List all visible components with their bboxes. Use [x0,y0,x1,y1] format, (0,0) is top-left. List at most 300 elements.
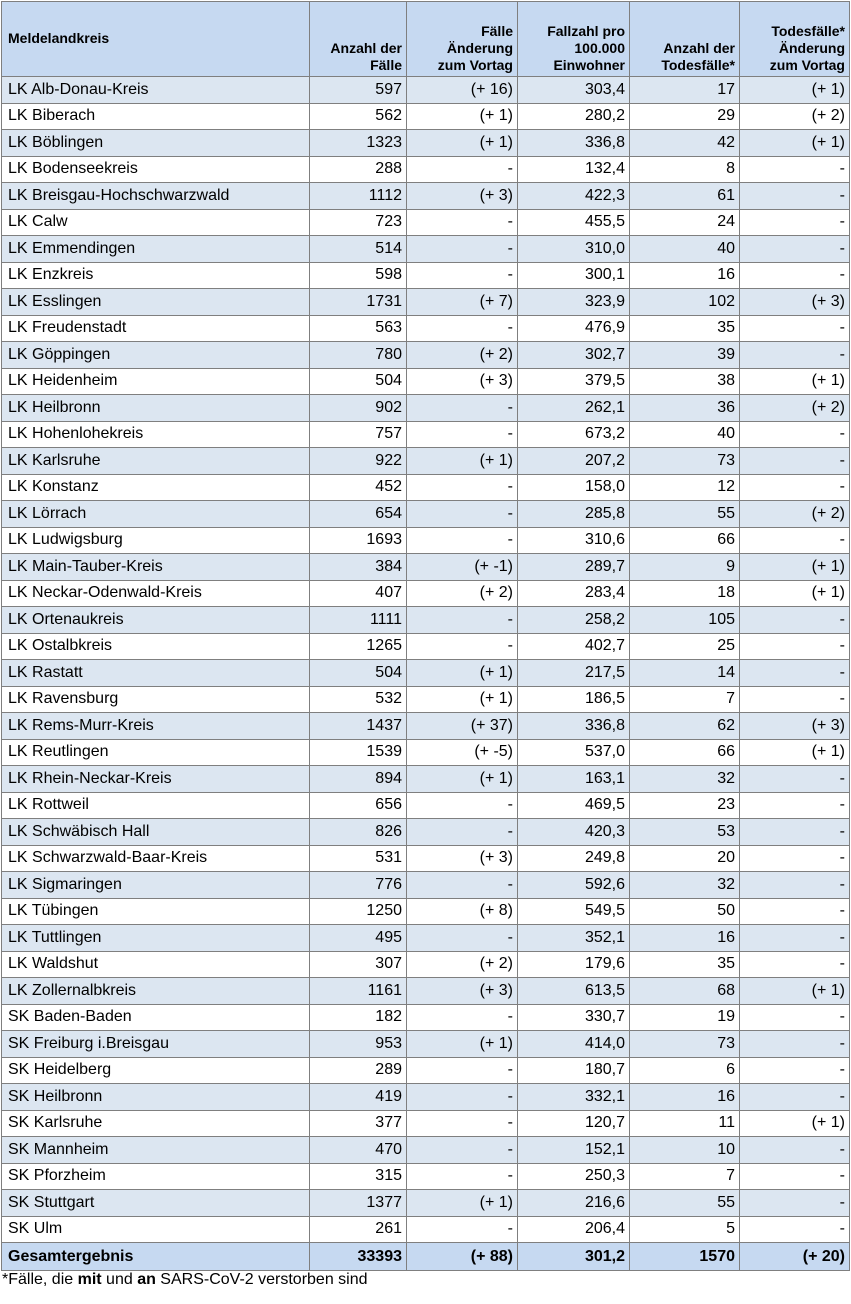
cell-meldelandkreis: LK Heidenheim [2,368,310,395]
cell-anzahl-faelle: 532 [310,686,407,713]
cell-fallzahl-pro-100000: 120,7 [518,1110,630,1137]
cell-anzahl-faelle: 315 [310,1163,407,1190]
cell-todesfaelle-aenderung: (+ 2) [740,395,850,422]
footnote-part3: SARS-CoV-2 verstorben sind [155,1271,368,1288]
cell-anzahl-todesfaelle: 35 [630,315,740,342]
cell-anzahl-todesfaelle: 18 [630,580,740,607]
cell-fallzahl-pro-100000: 455,5 [518,209,630,236]
cell-faelle-aenderung: (+ 7) [407,289,518,316]
cell-meldelandkreis: LK Biberach [2,103,310,130]
table-row [2,448,850,475]
cell-faelle-aenderung: (+ 1) [407,1031,518,1058]
cell-anzahl-todesfaelle: 102 [630,289,740,316]
cell-fallzahl-pro-100000: 180,7 [518,1057,630,1084]
header-anzahl-todesfaelle [630,2,740,77]
cell-anzahl-faelle: 776 [310,872,407,899]
cell-todesfaelle-aenderung: (+ 1) [740,77,850,104]
table-row [2,713,850,740]
table-row [2,1110,850,1137]
cell-meldelandkreis: LK Ravensburg [2,686,310,713]
cell-anzahl-faelle: 1265 [310,633,407,660]
cell-faelle-aenderung: - [407,872,518,899]
cell-anzahl-todesfaelle: 35 [630,951,740,978]
cell-anzahl-todesfaelle: 19 [630,1004,740,1031]
cell-todesfaelle-aenderung: - [740,660,850,687]
cell-anzahl-faelle: 826 [310,819,407,846]
cell-anzahl-faelle: 288 [310,156,407,183]
table-row [2,368,850,395]
table-row [2,607,850,634]
cell-meldelandkreis: LK Bodenseekreis [2,156,310,183]
cell-anzahl-todesfaelle: 6 [630,1057,740,1084]
cell-fallzahl-pro-100000: 289,7 [518,554,630,581]
footnote [2,1271,368,1289]
cell-faelle-aenderung: - [407,792,518,819]
header-line: Fälle [370,57,402,73]
cell-anzahl-todesfaelle: 29 [630,103,740,130]
cell-faelle-aenderung: (+ 3) [407,183,518,210]
cell-anzahl-faelle: 1250 [310,898,407,925]
table-row [2,554,850,581]
cell-fallzahl-pro-100000: 186,5 [518,686,630,713]
table-row [2,633,850,660]
cell-meldelandkreis: LK Alb-Donau-Kreis [2,77,310,104]
cell-meldelandkreis: SK Ulm [2,1216,310,1243]
table-row [2,236,850,263]
cell-anzahl-todesfaelle: 42 [630,130,740,157]
cell-anzahl-todesfaelle: 38 [630,368,740,395]
cell-meldelandkreis: LK Breisgau-Hochschwarzwald [2,183,310,210]
cell-todesfaelle-aenderung: (+ 3) [740,713,850,740]
cell-anzahl-faelle: 723 [310,209,407,236]
table-body [2,77,850,1243]
cell-meldelandkreis: LK Konstanz [2,474,310,501]
cell-faelle-aenderung: - [407,209,518,236]
cell-faelle-aenderung: (+ 1) [407,686,518,713]
cell-todesfaelle-aenderung: (+ 1) [740,1110,850,1137]
cell-anzahl-todesfaelle: 55 [630,501,740,528]
cell-todesfaelle-aenderung: - [740,1190,850,1217]
cell-todesfaelle-aenderung: - [740,448,850,475]
cell-fallzahl-pro-100000: 422,3 [518,183,630,210]
cell-todesfaelle-aenderung: (+ 1) [740,978,850,1005]
cell-faelle-aenderung: (+ -5) [407,739,518,766]
header-line: zum Vortag [769,57,845,73]
cell-anzahl-todesfaelle: 16 [630,262,740,289]
header-faelle-aenderung [407,2,518,77]
cell-faelle-aenderung: - [407,1163,518,1190]
cell-meldelandkreis: SK Karlsruhe [2,1110,310,1137]
cell-todesfaelle-aenderung: - [740,527,850,554]
cell-anzahl-todesfaelle: 53 [630,819,740,846]
cell-anzahl-todesfaelle: 73 [630,1031,740,1058]
cell-anzahl-faelle: 902 [310,395,407,422]
cell-anzahl-todesfaelle: 9 [630,554,740,581]
total-fallzahl-pro-100000: 301,2 [518,1243,630,1271]
cell-todesfaelle-aenderung: - [740,898,850,925]
cell-todesfaelle-aenderung: - [740,421,850,448]
cell-anzahl-todesfaelle: 50 [630,898,740,925]
cell-faelle-aenderung: - [407,236,518,263]
cell-meldelandkreis: LK Freudenstadt [2,315,310,342]
table-row [2,77,850,104]
cell-meldelandkreis: LK Reutlingen [2,739,310,766]
cell-anzahl-faelle: 470 [310,1137,407,1164]
cell-todesfaelle-aenderung: - [740,872,850,899]
cell-anzahl-todesfaelle: 73 [630,448,740,475]
cell-anzahl-faelle: 495 [310,925,407,952]
total-anzahl-todesfaelle: 1570 [630,1243,740,1271]
table-row [2,395,850,422]
table-row [2,1057,850,1084]
header-todesfaelle-aenderung [740,2,850,77]
cell-meldelandkreis: LK Ludwigsburg [2,527,310,554]
cell-anzahl-faelle: 182 [310,1004,407,1031]
header-fallzahl-pro-100000 [518,2,630,77]
table-row [2,660,850,687]
cell-fallzahl-pro-100000: 330,7 [518,1004,630,1031]
cell-meldelandkreis: LK Rottweil [2,792,310,819]
total-faelle-aenderung: (+ 88) [407,1243,518,1271]
cell-anzahl-faelle: 452 [310,474,407,501]
table-row [2,1190,850,1217]
cell-anzahl-faelle: 780 [310,342,407,369]
table-row [2,156,850,183]
cell-todesfaelle-aenderung: - [740,633,850,660]
cell-fallzahl-pro-100000: 249,8 [518,845,630,872]
header-line: Fallzahl pro [547,23,625,39]
cell-todesfaelle-aenderung: (+ 1) [740,368,850,395]
header-line: Anzahl der [330,40,402,56]
cell-meldelandkreis: LK Tuttlingen [2,925,310,952]
cell-todesfaelle-aenderung: - [740,1084,850,1111]
cell-todesfaelle-aenderung: - [740,686,850,713]
cell-faelle-aenderung: - [407,421,518,448]
cell-meldelandkreis: SK Freiburg i.Breisgau [2,1031,310,1058]
table-row [2,1137,850,1164]
table-row [2,183,850,210]
cell-todesfaelle-aenderung: - [740,1004,850,1031]
cell-fallzahl-pro-100000: 673,2 [518,421,630,448]
table-row [2,342,850,369]
cell-faelle-aenderung: (+ 2) [407,342,518,369]
table-row [2,1031,850,1058]
cell-anzahl-faelle: 504 [310,660,407,687]
cell-fallzahl-pro-100000: 207,2 [518,448,630,475]
table-row [2,130,850,157]
cell-anzahl-todesfaelle: 32 [630,766,740,793]
footnote-mit: mit [77,1271,102,1288]
table-row [2,580,850,607]
cell-todesfaelle-aenderung: - [740,156,850,183]
cell-anzahl-faelle: 1377 [310,1190,407,1217]
cell-meldelandkreis: LK Karlsruhe [2,448,310,475]
cell-faelle-aenderung: - [407,1137,518,1164]
cell-faelle-aenderung: - [407,1004,518,1031]
footnote-part1: *Fälle, die [2,1271,78,1288]
cell-faelle-aenderung: (+ 1) [407,448,518,475]
table-row [2,739,850,766]
cell-anzahl-todesfaelle: 16 [630,1084,740,1111]
cell-todesfaelle-aenderung: - [740,183,850,210]
cell-faelle-aenderung: (+ 16) [407,77,518,104]
cell-anzahl-todesfaelle: 105 [630,607,740,634]
table-row [2,845,850,872]
cell-faelle-aenderung: (+ 2) [407,951,518,978]
cell-anzahl-faelle: 953 [310,1031,407,1058]
table-row [2,262,850,289]
cell-anzahl-faelle: 261 [310,1216,407,1243]
cell-todesfaelle-aenderung: - [740,845,850,872]
cell-todesfaelle-aenderung: - [740,925,850,952]
cell-todesfaelle-aenderung: (+ 3) [740,289,850,316]
cell-meldelandkreis: SK Heilbronn [2,1084,310,1111]
table-row [2,951,850,978]
cell-meldelandkreis: LK Göppingen [2,342,310,369]
cell-faelle-aenderung: - [407,315,518,342]
cell-anzahl-faelle: 307 [310,951,407,978]
total-anzahl-faelle: 33393 [310,1243,407,1271]
cell-anzahl-todesfaelle: 40 [630,421,740,448]
cell-meldelandkreis: LK Zollernalbkreis [2,978,310,1005]
cell-faelle-aenderung: (+ 37) [407,713,518,740]
cell-fallzahl-pro-100000: 323,9 [518,289,630,316]
cell-anzahl-faelle: 654 [310,501,407,528]
cell-anzahl-todesfaelle: 11 [630,1110,740,1137]
cell-anzahl-todesfaelle: 20 [630,845,740,872]
cell-anzahl-todesfaelle: 39 [630,342,740,369]
cell-todesfaelle-aenderung: - [740,792,850,819]
cell-faelle-aenderung: (+ 1) [407,1190,518,1217]
table-header [2,2,850,77]
cell-fallzahl-pro-100000: 163,1 [518,766,630,793]
cell-anzahl-todesfaelle: 36 [630,395,740,422]
cell-meldelandkreis: LK Böblingen [2,130,310,157]
cell-fallzahl-pro-100000: 414,0 [518,1031,630,1058]
cell-fallzahl-pro-100000: 332,1 [518,1084,630,1111]
cell-faelle-aenderung: - [407,1084,518,1111]
cell-anzahl-faelle: 419 [310,1084,407,1111]
cell-anzahl-todesfaelle: 55 [630,1190,740,1217]
cell-faelle-aenderung: - [407,1110,518,1137]
cell-anzahl-faelle: 563 [310,315,407,342]
cell-fallzahl-pro-100000: 262,1 [518,395,630,422]
cell-anzahl-todesfaelle: 61 [630,183,740,210]
cell-fallzahl-pro-100000: 549,5 [518,898,630,925]
cell-anzahl-todesfaelle: 24 [630,209,740,236]
cell-anzahl-faelle: 656 [310,792,407,819]
cell-anzahl-faelle: 1161 [310,978,407,1005]
cell-meldelandkreis: LK Hohenlohekreis [2,421,310,448]
cell-fallzahl-pro-100000: 303,4 [518,77,630,104]
cell-faelle-aenderung: (+ 1) [407,766,518,793]
cell-anzahl-faelle: 1539 [310,739,407,766]
table-row [2,289,850,316]
cell-fallzahl-pro-100000: 420,3 [518,819,630,846]
cell-faelle-aenderung: (+ 3) [407,978,518,1005]
cell-faelle-aenderung: - [407,474,518,501]
cell-faelle-aenderung: (+ 8) [407,898,518,925]
cell-fallzahl-pro-100000: 379,5 [518,368,630,395]
header-row [2,2,850,77]
footnote-an: an [137,1271,156,1288]
cell-fallzahl-pro-100000: 280,2 [518,103,630,130]
cell-anzahl-todesfaelle: 66 [630,527,740,554]
cell-fallzahl-pro-100000: 336,8 [518,130,630,157]
header-line: 100.000 [574,40,625,56]
cell-faelle-aenderung: - [407,262,518,289]
cell-meldelandkreis: LK Rhein-Neckar-Kreis [2,766,310,793]
header-meldelandkreis [2,2,310,77]
cell-faelle-aenderung: - [407,1216,518,1243]
table-row [2,925,850,952]
header-line: zum Vortag [437,57,513,73]
cell-fallzahl-pro-100000: 310,0 [518,236,630,263]
cell-todesfaelle-aenderung: (+ 1) [740,739,850,766]
cell-meldelandkreis: LK Main-Tauber-Kreis [2,554,310,581]
cell-anzahl-todesfaelle: 40 [630,236,740,263]
cell-meldelandkreis: LK Ortenaukreis [2,607,310,634]
header-line: Todesfälle* [661,57,735,73]
header-line: Meldelandkreis [8,29,110,46]
table-row [2,1216,850,1243]
cell-anzahl-faelle: 1111 [310,607,407,634]
cell-anzahl-faelle: 531 [310,845,407,872]
cell-faelle-aenderung: (+ 1) [407,130,518,157]
cell-todesfaelle-aenderung: (+ 2) [740,103,850,130]
cell-todesfaelle-aenderung: (+ 2) [740,501,850,528]
cell-anzahl-todesfaelle: 8 [630,156,740,183]
cell-anzahl-faelle: 597 [310,77,407,104]
cell-anzahl-faelle: 514 [310,236,407,263]
cell-fallzahl-pro-100000: 206,4 [518,1216,630,1243]
cell-meldelandkreis: LK Rastatt [2,660,310,687]
table-row [2,209,850,236]
header-line: Einwohner [553,57,625,73]
cell-fallzahl-pro-100000: 592,6 [518,872,630,899]
cell-todesfaelle-aenderung: - [740,474,850,501]
cell-anzahl-faelle: 922 [310,448,407,475]
cell-anzahl-faelle: 1112 [310,183,407,210]
cell-meldelandkreis: SK Baden-Baden [2,1004,310,1031]
cell-todesfaelle-aenderung: - [740,607,850,634]
table-row [2,474,850,501]
cell-todesfaelle-aenderung: - [740,262,850,289]
cell-anzahl-todesfaelle: 5 [630,1216,740,1243]
total-todesfaelle-aenderung: (+ 20) [740,1243,850,1271]
covid-cases-table [1,1,850,1271]
cell-fallzahl-pro-100000: 285,8 [518,501,630,528]
cell-fallzahl-pro-100000: 283,4 [518,580,630,607]
cell-todesfaelle-aenderung: (+ 1) [740,130,850,157]
cell-anzahl-faelle: 894 [310,766,407,793]
table-row [2,103,850,130]
cell-fallzahl-pro-100000: 258,2 [518,607,630,634]
header-line: Anzahl der [663,40,735,56]
cell-todesfaelle-aenderung: - [740,1031,850,1058]
cell-meldelandkreis: LK Heilbronn [2,395,310,422]
cell-todesfaelle-aenderung: - [740,342,850,369]
cell-meldelandkreis: SK Stuttgart [2,1190,310,1217]
cell-faelle-aenderung: - [407,501,518,528]
cell-fallzahl-pro-100000: 302,7 [518,342,630,369]
cell-anzahl-faelle: 289 [310,1057,407,1084]
total-meldelandkreis: Gesamtergebnis [2,1243,310,1271]
cell-meldelandkreis: LK Schwäbisch Hall [2,819,310,846]
cell-faelle-aenderung: (+ -1) [407,554,518,581]
cell-meldelandkreis: LK Emmendingen [2,236,310,263]
cell-faelle-aenderung: (+ 2) [407,580,518,607]
cell-faelle-aenderung: - [407,395,518,422]
cell-fallzahl-pro-100000: 613,5 [518,978,630,1005]
cell-meldelandkreis: LK Waldshut [2,951,310,978]
cell-faelle-aenderung: (+ 3) [407,368,518,395]
cell-anzahl-faelle: 598 [310,262,407,289]
table-row [2,872,850,899]
table-row [2,686,850,713]
cell-meldelandkreis: LK Lörrach [2,501,310,528]
cell-fallzahl-pro-100000: 152,1 [518,1137,630,1164]
cell-anzahl-todesfaelle: 68 [630,978,740,1005]
table-row [2,1084,850,1111]
cell-fallzahl-pro-100000: 216,6 [518,1190,630,1217]
cell-faelle-aenderung: (+ 1) [407,660,518,687]
cell-fallzahl-pro-100000: 476,9 [518,315,630,342]
cell-anzahl-faelle: 757 [310,421,407,448]
cell-faelle-aenderung: - [407,607,518,634]
cell-todesfaelle-aenderung: - [740,1216,850,1243]
cell-faelle-aenderung: - [407,527,518,554]
cell-meldelandkreis: LK Esslingen [2,289,310,316]
header-anzahl-faelle [310,2,407,77]
cell-todesfaelle-aenderung: (+ 1) [740,554,850,581]
cell-anzahl-todesfaelle: 23 [630,792,740,819]
cell-todesfaelle-aenderung: - [740,209,850,236]
cell-meldelandkreis: LK Enzkreis [2,262,310,289]
cell-anzahl-faelle: 1731 [310,289,407,316]
cell-anzahl-faelle: 1323 [310,130,407,157]
table-row [2,1163,850,1190]
cell-meldelandkreis: LK Ostalbkreis [2,633,310,660]
cell-anzahl-todesfaelle: 14 [630,660,740,687]
cell-fallzahl-pro-100000: 132,4 [518,156,630,183]
table-row [2,792,850,819]
cell-anzahl-faelle: 562 [310,103,407,130]
table-row [2,766,850,793]
cell-fallzahl-pro-100000: 310,6 [518,527,630,554]
cell-todesfaelle-aenderung: - [740,819,850,846]
cell-meldelandkreis: SK Mannheim [2,1137,310,1164]
cell-todesfaelle-aenderung: - [740,1057,850,1084]
cell-anzahl-todesfaelle: 7 [630,1163,740,1190]
cell-faelle-aenderung: - [407,156,518,183]
table-row [2,1004,850,1031]
cell-todesfaelle-aenderung: - [740,1137,850,1164]
cell-anzahl-faelle: 1437 [310,713,407,740]
cell-fallzahl-pro-100000: 217,5 [518,660,630,687]
table-footer [2,1243,850,1271]
cell-anzahl-todesfaelle: 25 [630,633,740,660]
cell-fallzahl-pro-100000: 402,7 [518,633,630,660]
total-row [2,1243,850,1271]
cell-faelle-aenderung: - [407,925,518,952]
cell-fallzahl-pro-100000: 179,6 [518,951,630,978]
cell-anzahl-todesfaelle: 16 [630,925,740,952]
cell-meldelandkreis: LK Sigmaringen [2,872,310,899]
footnote-part2: und [101,1271,138,1288]
cell-fallzahl-pro-100000: 336,8 [518,713,630,740]
cell-fallzahl-pro-100000: 469,5 [518,792,630,819]
